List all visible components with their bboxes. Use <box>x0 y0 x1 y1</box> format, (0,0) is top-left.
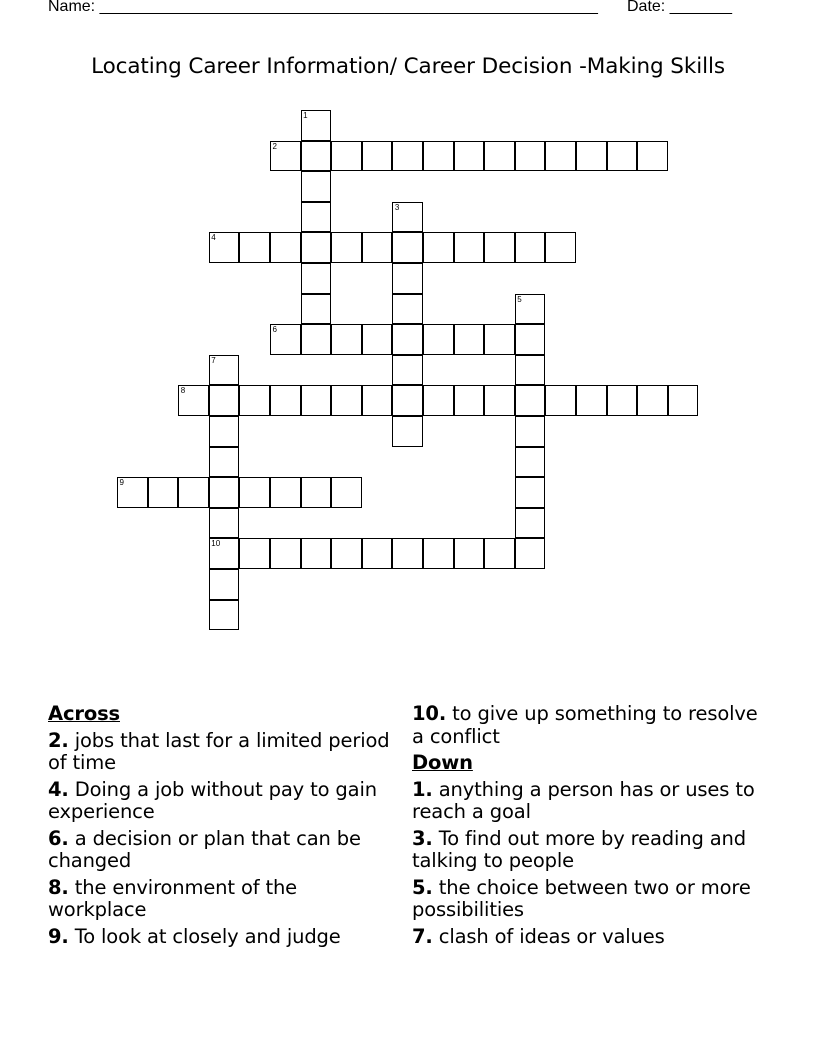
grid-cell[interactable] <box>454 232 485 263</box>
grid-cell[interactable] <box>515 477 546 508</box>
grid-cell[interactable] <box>515 447 546 478</box>
grid-cell[interactable] <box>362 538 393 569</box>
grid-cell[interactable] <box>392 385 423 416</box>
grid-cell[interactable] <box>515 385 546 416</box>
grid-cell[interactable] <box>454 141 485 172</box>
grid-cell[interactable] <box>239 538 270 569</box>
grid-cell[interactable] <box>515 294 546 325</box>
grid-cell[interactable] <box>392 416 423 447</box>
grid-cell[interactable] <box>209 447 240 478</box>
grid-cell[interactable] <box>301 171 332 202</box>
grid-cell[interactable] <box>637 385 668 416</box>
grid-cell[interactable] <box>270 141 301 172</box>
grid-cell[interactable] <box>239 477 270 508</box>
grid-cell[interactable] <box>301 294 332 325</box>
grid-cell[interactable] <box>545 385 576 416</box>
grid-cell[interactable] <box>392 294 423 325</box>
grid-cell[interactable] <box>209 477 240 508</box>
down-clue-3: 3. To find out more by reading and talking to people <box>412 826 746 872</box>
grid-cell[interactable] <box>331 538 362 569</box>
page-title: Locating Career Information/ Career Decision -Making Skills <box>91 54 725 79</box>
across-clue-6: 6. a decision or plan that can be changed <box>48 826 361 872</box>
grid-cell[interactable] <box>668 385 699 416</box>
grid-cell[interactable] <box>484 538 515 569</box>
down-clue-7: 7. clash of ideas or values <box>412 924 665 948</box>
clue-number: 1 <box>303 111 308 120</box>
grid-cell[interactable] <box>515 508 546 539</box>
grid-cell[interactable] <box>209 416 240 447</box>
grid-cell[interactable] <box>392 202 423 233</box>
grid-cell[interactable] <box>392 232 423 263</box>
grid-cell[interactable] <box>301 202 332 233</box>
grid-cell[interactable] <box>331 477 362 508</box>
clue-number: 2 <box>272 141 277 151</box>
grid-cell[interactable] <box>515 538 546 569</box>
grid-cell[interactable] <box>270 324 301 355</box>
grid-cell[interactable] <box>515 416 546 447</box>
grid-cell[interactable] <box>362 232 393 263</box>
grid-cell[interactable] <box>392 538 423 569</box>
grid-cell[interactable] <box>148 477 179 508</box>
clue-number: 8 <box>180 386 186 396</box>
down-clue-5: 5. the choice between two or more possibilities <box>412 875 751 921</box>
across-clue-10: 10. to give up something to resolve a conflict <box>412 702 758 748</box>
clue-number: 10 <box>211 539 221 549</box>
grid-cell[interactable] <box>362 324 393 355</box>
grid-cell[interactable] <box>484 232 515 263</box>
grid-cell[interactable] <box>117 477 148 508</box>
grid-cell[interactable] <box>209 569 240 600</box>
grid-cell[interactable] <box>607 385 638 416</box>
date-line[interactable]: Date: _______ <box>627 0 732 15</box>
grid-cell[interactable] <box>392 263 423 294</box>
clues-right-column <box>412 703 772 952</box>
grid-cell[interactable] <box>454 385 485 416</box>
across-clue-4: 4. Doing a job without pay to gain experience <box>48 777 377 823</box>
grid-cell[interactable] <box>301 110 332 141</box>
grid-cell[interactable] <box>362 385 393 416</box>
grid-cell[interactable] <box>362 141 393 172</box>
grid-cell[interactable] <box>301 263 332 294</box>
down-heading: Down <box>412 751 473 774</box>
clue-number: 7 <box>211 355 216 365</box>
grid-cell[interactable] <box>270 477 301 508</box>
grid-cell[interactable] <box>209 385 240 416</box>
grid-cell[interactable] <box>301 538 332 569</box>
grid-cell[interactable] <box>484 385 515 416</box>
grid-cell[interactable] <box>331 141 362 172</box>
clue-number: 3 <box>394 202 400 212</box>
grid-cell[interactable] <box>178 385 209 416</box>
grid-cell[interactable] <box>209 600 240 631</box>
grid-cell[interactable] <box>209 232 240 263</box>
grid-cell[interactable] <box>423 324 454 355</box>
clues-left-column <box>48 703 398 952</box>
grid-cell[interactable] <box>484 141 515 172</box>
grid-cell[interactable] <box>423 232 454 263</box>
grid-cell[interactable] <box>178 477 209 508</box>
grid-cell[interactable] <box>301 141 332 172</box>
grid-cell[interactable] <box>392 355 423 386</box>
grid-cell[interactable] <box>331 232 362 263</box>
down-clue-1: 1. anything a person has or uses to reach a goal <box>412 777 755 823</box>
grid-cell[interactable] <box>454 324 485 355</box>
grid-cell[interactable] <box>454 538 485 569</box>
grid-cell[interactable] <box>484 324 515 355</box>
grid-cell[interactable] <box>209 538 240 569</box>
grid-cell[interactable] <box>270 385 301 416</box>
name-line[interactable]: Name: ________________________________________________________ <box>48 0 598 15</box>
clue-number: 4 <box>211 233 216 243</box>
grid-cell[interactable] <box>239 385 270 416</box>
grid-cell[interactable] <box>301 477 332 508</box>
grid-cell[interactable] <box>423 385 454 416</box>
across-heading: Across <box>48 702 120 725</box>
grid-cell[interactable] <box>270 232 301 263</box>
grid-cell[interactable] <box>545 141 576 172</box>
grid-cell[interactable] <box>515 141 546 172</box>
grid-cell[interactable] <box>392 141 423 172</box>
grid-cell[interactable] <box>515 324 546 355</box>
grid-cell[interactable] <box>576 385 607 416</box>
grid-cell[interactable] <box>209 508 240 539</box>
grid-cell[interactable] <box>545 232 576 263</box>
across-clue-9: 9. To look at closely and judge <box>48 924 341 948</box>
grid-cell[interactable] <box>301 385 332 416</box>
grid-cell[interactable] <box>392 324 423 355</box>
clue-number: 9 <box>119 478 124 488</box>
grid-cell[interactable] <box>423 141 454 172</box>
grid-cell[interactable] <box>607 141 638 172</box>
grid-cell[interactable] <box>576 141 607 172</box>
across-clue-8: 8. the environment of the workplace <box>48 875 298 921</box>
grid-cell[interactable] <box>331 385 362 416</box>
across-clue-2: 2. jobs that last for a limited period of time <box>48 728 390 774</box>
grid-cell[interactable] <box>515 232 546 263</box>
grid-cell[interactable] <box>239 232 270 263</box>
grid-cell[interactable] <box>637 141 668 172</box>
clue-number: 5 <box>517 294 522 304</box>
grid-cell[interactable] <box>331 324 362 355</box>
grid-cell[interactable] <box>423 538 454 569</box>
grid-cell[interactable] <box>301 232 332 263</box>
grid-cell[interactable] <box>209 355 240 386</box>
grid-cell[interactable] <box>301 324 332 355</box>
grid-cell[interactable] <box>270 538 301 569</box>
clue-number: 6 <box>272 325 277 335</box>
grid-cell[interactable] <box>515 355 546 386</box>
